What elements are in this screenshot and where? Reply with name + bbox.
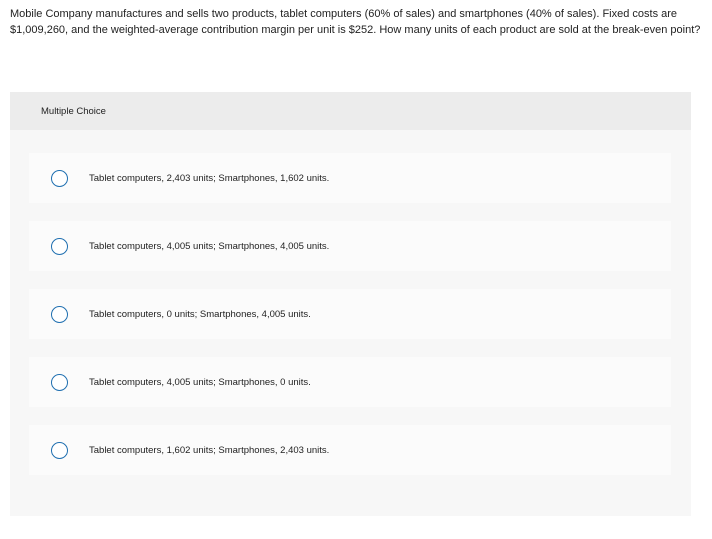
- answer-option-label: Tablet computers, 1,602 units; Smartphones, 2,403 units.: [89, 444, 330, 456]
- answer-option-label: Tablet computers, 0 units; Smartphones, 4,005 units.: [89, 308, 311, 320]
- answer-option-3[interactable]: [29, 289, 671, 339]
- radio-button-icon[interactable]: [51, 306, 68, 323]
- multiple-choice-header: Multiple Choice: [10, 92, 691, 130]
- radio-button-icon[interactable]: [51, 238, 68, 255]
- answer-option-5[interactable]: [29, 425, 671, 475]
- answer-option-1[interactable]: [29, 153, 671, 203]
- radio-button-icon[interactable]: [51, 170, 68, 187]
- radio-button-icon[interactable]: [51, 442, 68, 459]
- answer-option-2[interactable]: [29, 221, 671, 271]
- question-text: Mobile Company manufactures and sells two products, tablet computers (60% of sales) and smartphones (40% of sales). Fixed costs are $1,009,260, and the weighted-average contribution margin per unit is $252. How many units of each product are sold at the break-even point?: [10, 8, 701, 36]
- answer-option-label: Tablet computers, 2,403 units; Smartphones, 1,602 units.: [89, 172, 330, 184]
- answer-option-label: Tablet computers, 4,005 units; Smartphones, 0 units.: [89, 376, 311, 388]
- radio-button-icon[interactable]: [51, 374, 68, 391]
- answer-option-4[interactable]: [29, 357, 671, 407]
- multiple-choice-panel: [10, 92, 691, 516]
- answer-option-label: Tablet computers, 4,005 units; Smartphones, 4,005 units.: [89, 240, 330, 252]
